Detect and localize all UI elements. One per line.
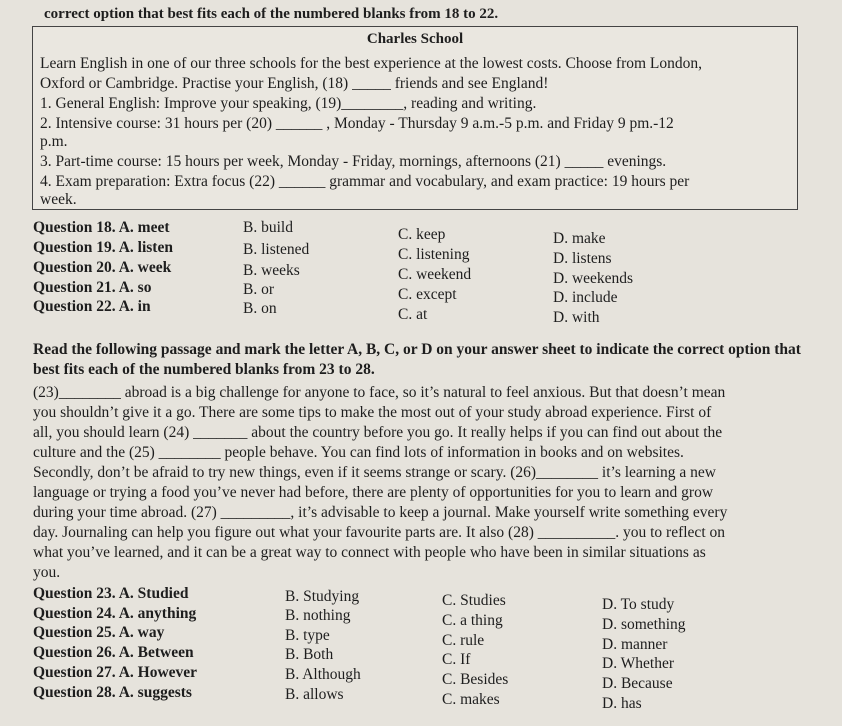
question-label: Question 23. A. Studied <box>33 585 189 602</box>
option-c[interactable]: C. at <box>398 306 428 323</box>
notice-line: Learn English in one of our three schools for the best experience at the lowest costs. Choose from London, <box>40 55 703 72</box>
option-d[interactable]: D. Whether <box>602 655 675 672</box>
option-a[interactable]: A. Studied <box>118 585 189 602</box>
option-d[interactable]: D. weekends <box>553 270 634 287</box>
option-b[interactable]: B. Studying <box>285 588 360 605</box>
passage-line: what you’ve learned, and it can be a great way to connect with people who have been in similar situations as <box>33 544 706 561</box>
option-c[interactable]: C. If <box>442 651 471 668</box>
notice-line: 3. Part-time course: 15 hours per week, Monday - Friday, mornings, afternoons (21) _____ evenings. <box>40 153 667 170</box>
notice-line: week. <box>40 191 77 208</box>
option-d[interactable]: D. manner <box>602 636 668 653</box>
option-d[interactable]: D. listens <box>553 250 612 267</box>
option-b[interactable]: B. listened <box>243 241 310 258</box>
passage-line: during your time abroad. (27) _________, it’s advisable to keep a journal. Make yourself write something every <box>33 504 728 521</box>
option-b[interactable]: B. type <box>285 627 330 644</box>
option-d[interactable]: D. To study <box>602 596 675 613</box>
instruction-tail: correct option that best fits each of the numbered blanks from 18 to 22. <box>44 6 499 22</box>
notice-line: 1. General English: Improve your speaking, (19)________, reading and writing. <box>40 95 537 112</box>
option-d[interactable]: D. something <box>602 616 686 633</box>
option-a[interactable]: A. However <box>118 664 198 681</box>
option-c[interactable]: C. a thing <box>442 612 503 629</box>
passage-line: language or trying a food you’ve never had before, there are plenty of opportunities for you to learn and grow <box>33 484 714 501</box>
option-b[interactable]: B. Although <box>285 666 361 683</box>
notice-line: Oxford or Cambridge. Practise your English, (18) _____ friends and see England! <box>40 75 549 92</box>
option-c[interactable]: C. keep <box>398 226 446 243</box>
option-a[interactable]: A. week <box>118 259 172 276</box>
option-d[interactable]: D. include <box>553 289 618 306</box>
option-b[interactable]: B. allows <box>285 686 344 703</box>
option-b[interactable]: B. or <box>243 281 274 298</box>
question-label: Question 24. A. anything <box>33 605 197 622</box>
question-label: Question 21. A. so <box>33 279 152 296</box>
notice-line: p.m. <box>40 133 68 150</box>
option-b[interactable]: B. on <box>243 300 277 317</box>
option-c[interactable]: C. Besides <box>442 671 509 688</box>
question-label: Question 19. A. listen <box>33 239 173 256</box>
question-label: Question 28. A. suggests <box>33 684 192 701</box>
question-label: Question 25. A. way <box>33 624 165 641</box>
passage-line: culture and the (25) ________ people behave. You can find lots of information in books and on websites. <box>33 444 684 461</box>
option-d[interactable]: D. has <box>602 695 642 712</box>
notice-title: Charles School <box>366 31 464 47</box>
question-label: Question 26. A. Between <box>33 644 194 661</box>
passage-line: (23)________ abroad is a big challenge for anyone to face, so it’s natural to feel anxious. But that doesn’t mean <box>33 384 726 401</box>
option-d[interactable]: D. with <box>553 309 600 326</box>
question-label: Question 27. A. However <box>33 664 198 681</box>
option-a[interactable]: A. suggests <box>118 684 192 701</box>
option-a[interactable]: A. listen <box>118 239 173 256</box>
option-a[interactable]: A. way <box>118 624 165 641</box>
option-c[interactable]: C. makes <box>442 691 500 708</box>
charles-school-notice <box>32 26 798 210</box>
option-b[interactable]: B. build <box>243 219 293 236</box>
option-b[interactable]: B. Both <box>285 646 334 663</box>
notice-line: 4. Exam preparation: Extra focus (22) ______ grammar and vocabulary, and exam practice: 19 hours per <box>40 173 690 190</box>
option-a[interactable]: A. Between <box>118 644 194 661</box>
option-c[interactable]: C. weekend <box>398 266 472 283</box>
option-d[interactable]: D. make <box>553 230 606 247</box>
option-d[interactable]: D. Because <box>602 675 673 692</box>
option-a[interactable]: A. so <box>118 279 152 296</box>
option-c[interactable]: C. Studies <box>442 592 506 609</box>
section-instruction: Read the following passage and mark the letter A, B, C, or D on your answer sheet to indicate the correct option that best fits each of the numbered blanks from 23 to 28. <box>33 341 801 378</box>
option-a[interactable]: A. in <box>118 298 151 315</box>
passage-line: day. Journaling can help you figure out what your favourite parts are. It also (28) __________. you to reflect on <box>33 524 725 541</box>
passage-line: you. <box>33 564 61 581</box>
option-a[interactable]: A. meet <box>118 219 170 236</box>
question-label: Question 22. A. in <box>33 298 151 315</box>
question-label: Question 20. A. week <box>33 259 172 276</box>
option-c[interactable]: C. except <box>398 286 457 303</box>
passage-line: Secondly, don’t be afraid to try new things, even if it seems strange or scary. (26)________ it’s learning a new <box>33 464 716 481</box>
option-b[interactable]: B. nothing <box>285 607 351 624</box>
question-label: Question 18. A. meet <box>33 219 170 236</box>
option-a[interactable]: A. anything <box>118 605 197 622</box>
passage-line: all, you should learn (24) _______ about the country before you go. It really helps if you can find out about the <box>33 424 723 441</box>
option-c[interactable]: C. rule <box>442 632 485 649</box>
option-b[interactable]: B. weeks <box>243 262 300 279</box>
passage-line: you shouldn’t give it a go. There are some tips to make the most out of your study abroad experience. First of <box>33 404 712 421</box>
notice-line: 2. Intensive course: 31 hours per (20) ______ , Monday - Thursday 9 a.m.-5 p.m. and Friday 9 pm.-12 <box>40 115 674 132</box>
option-c[interactable]: C. listening <box>398 246 470 263</box>
